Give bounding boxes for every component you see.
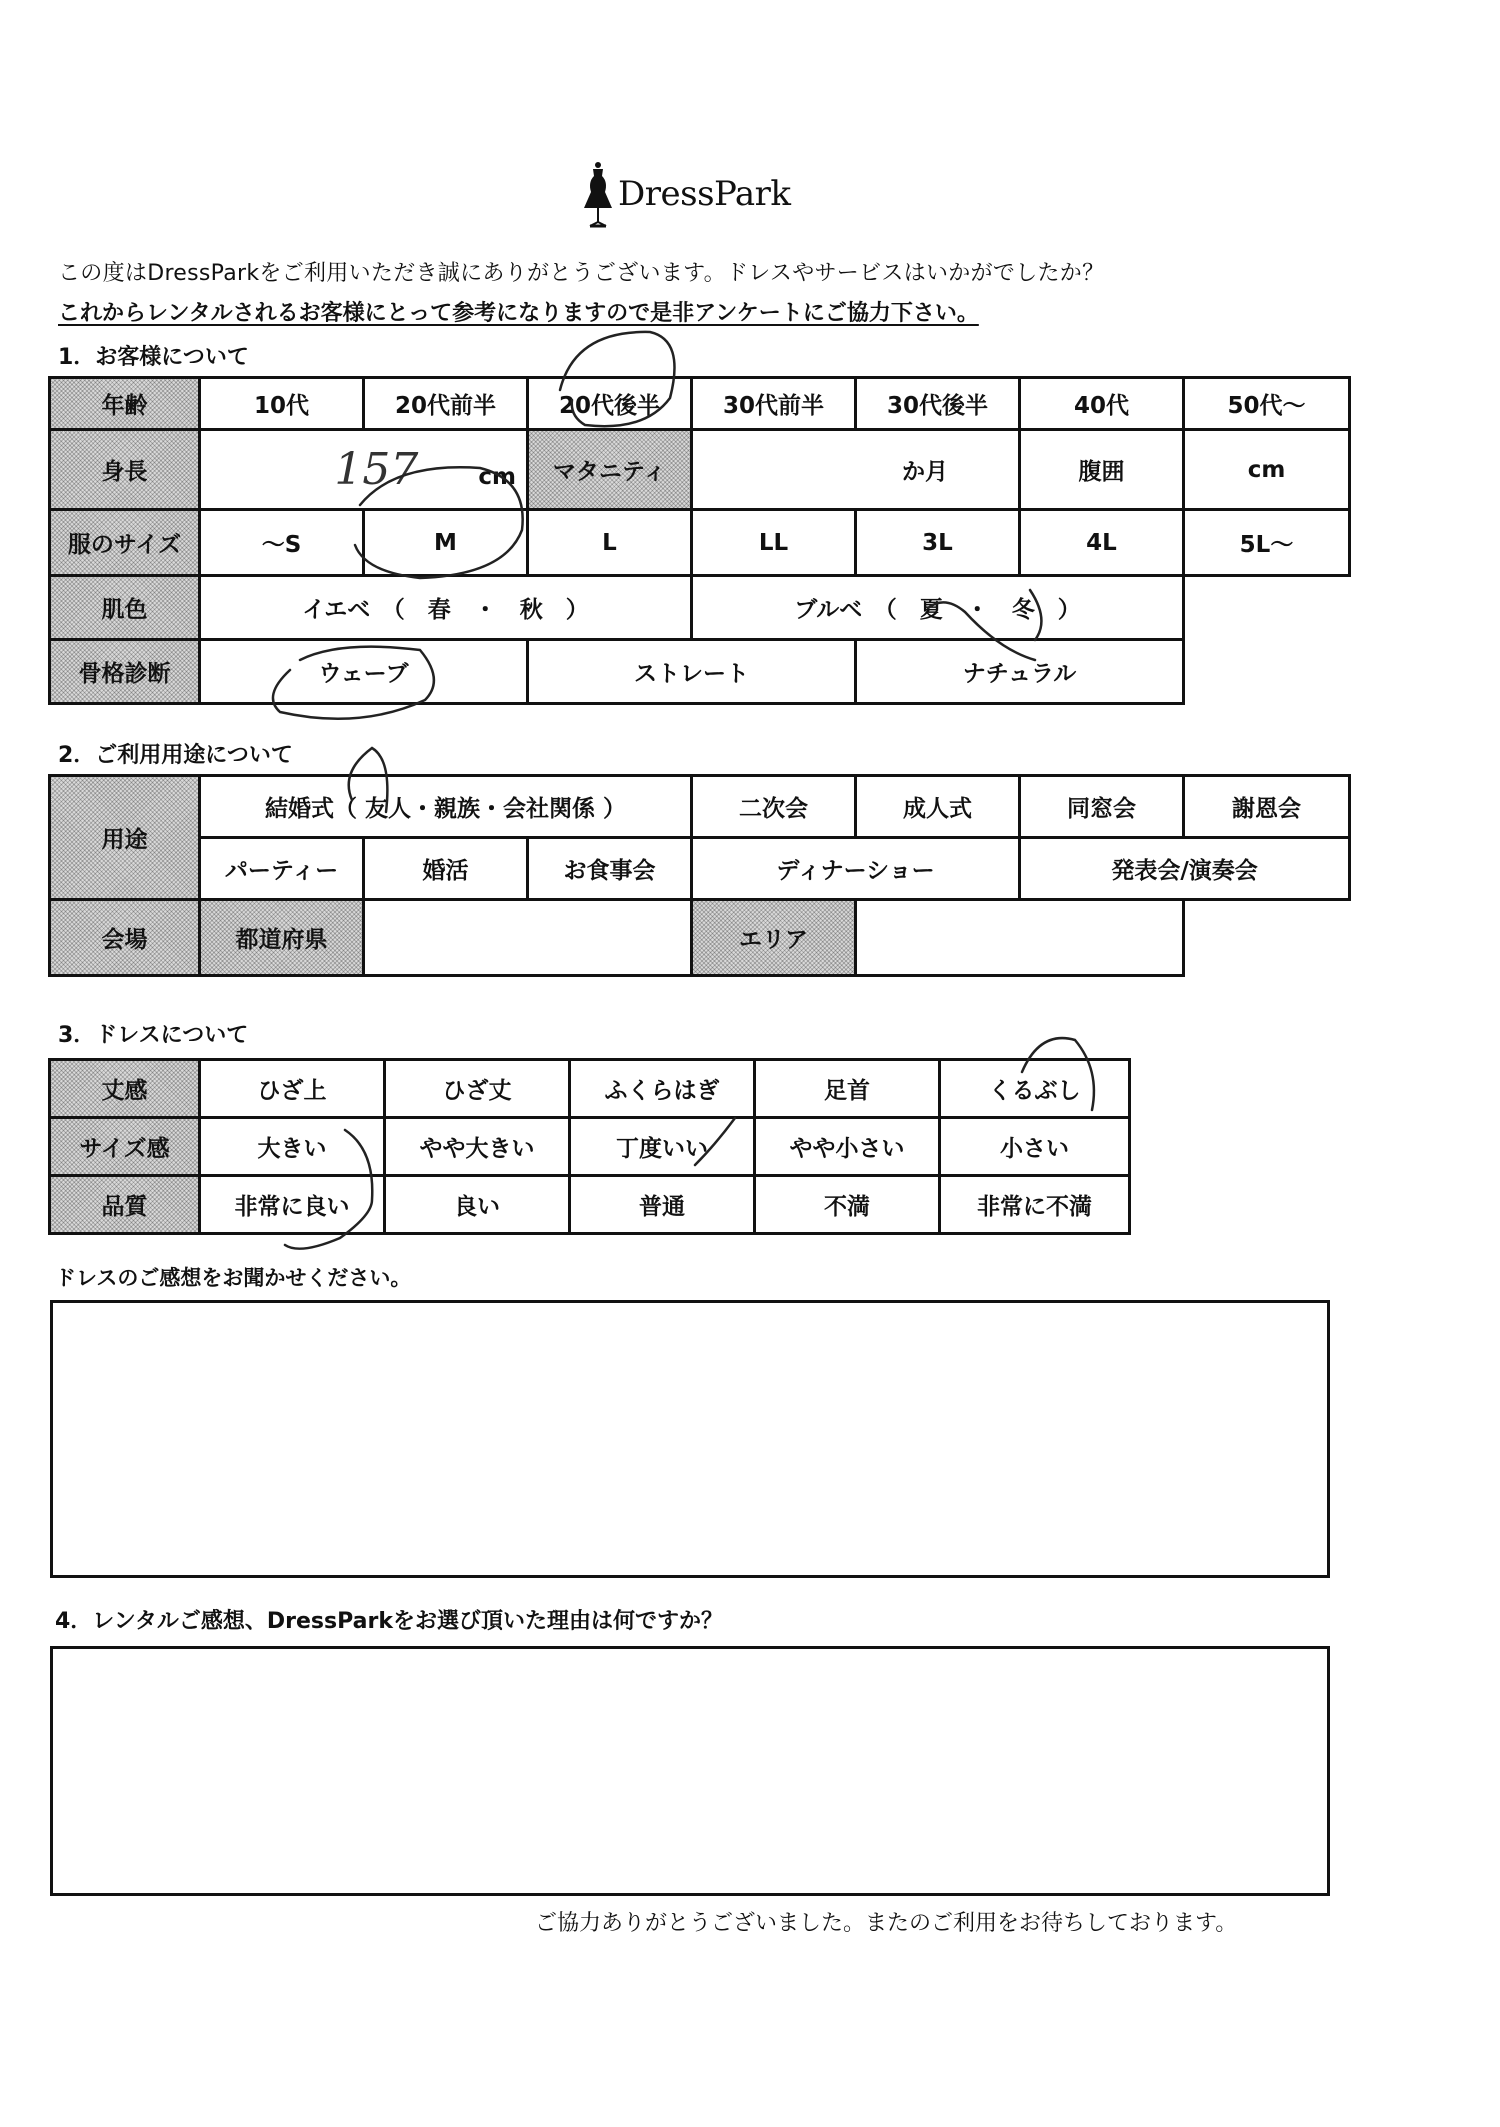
closing-message: ご協力ありがとうございました。またのご利用をお待ちしております。 [535, 1911, 1238, 1936]
fit-label: サイズ感 [50, 1118, 200, 1176]
waist-field[interactable] [1184, 430, 1350, 510]
purpose-option[interactable]: 同窓会 [1020, 776, 1184, 838]
fit-option[interactable]: 大きい [200, 1118, 385, 1176]
waist-label: 腹囲 [1020, 430, 1184, 510]
purpose-option[interactable]: ディナーショー [692, 838, 1020, 900]
purpose-option[interactable]: 二次会 [692, 776, 856, 838]
purpose-option[interactable]: お食事会 [528, 838, 692, 900]
quality-option[interactable]: 不満 [755, 1176, 940, 1234]
area-label: エリア [692, 900, 856, 976]
fit-option[interactable]: やや小さい [755, 1118, 940, 1176]
prefecture-label: 都道府県 [200, 900, 364, 976]
comments-prompt: ドレスのご感想をお聞かせください。 [55, 1266, 412, 1290]
purpose-option[interactable]: 成人式 [856, 776, 1020, 838]
height-value: 157 [334, 444, 419, 495]
length-option[interactable]: 足首 [755, 1060, 940, 1118]
purpose-table [48, 774, 1351, 977]
prefecture-field[interactable] [364, 900, 692, 976]
customer-info-table [48, 376, 1351, 705]
section3-title: 3．ドレスについて [58, 1023, 249, 1048]
skin-blue-option[interactable]: ブルベ （ 夏 ・ 冬 ） [692, 576, 1184, 640]
section2-title: 2．ご利用用途について [58, 743, 293, 768]
dress-form-icon [578, 160, 618, 230]
size-label: 服のサイズ [50, 510, 200, 576]
age-option[interactable]: 10代 [200, 378, 364, 430]
purpose-wedding-option[interactable]: 結婚式（ 友人・親族・会社関係 ） [200, 776, 692, 838]
area-field[interactable] [856, 900, 1184, 976]
size-option[interactable]: ～S [200, 510, 364, 576]
fit-option[interactable]: 小さい [940, 1118, 1130, 1176]
dresspark-logo [578, 160, 808, 230]
intro-request: これからレンタルされるお客様にとって参考になりますので是非アンケートにご協力下さい。 [58, 301, 979, 326]
frame-option[interactable]: ナチュラル [856, 640, 1184, 704]
dress-comments-box[interactable] [50, 1300, 1330, 1578]
size-option[interactable]: 3L [856, 510, 1020, 576]
age-option-selected[interactable]: 20代後半 [528, 378, 692, 430]
age-option[interactable]: 40代 [1020, 378, 1184, 430]
purpose-option[interactable]: 婚活 [364, 838, 528, 900]
section1-title: 1．お客様について [58, 345, 249, 370]
frame-option[interactable]: ストレート [528, 640, 856, 704]
fit-option-selected[interactable]: 丁度いい [570, 1118, 755, 1176]
purpose-option[interactable]: 謝恩会 [1184, 776, 1350, 838]
purpose-label: 用途 [50, 776, 200, 900]
length-option[interactable]: ひざ上 [200, 1060, 385, 1118]
skin-label: 肌色 [50, 576, 200, 640]
height-unit: cm [478, 464, 516, 490]
fit-option[interactable]: やや大きい [385, 1118, 570, 1176]
waist-unit: cm [1247, 456, 1286, 483]
length-option-selected[interactable]: くるぶし [940, 1060, 1130, 1118]
size-option[interactable]: 5L～ [1184, 510, 1350, 576]
rental-comments-box[interactable] [50, 1646, 1330, 1896]
age-label: 年齢 [50, 378, 200, 430]
section4-title: 4．レンタルご感想、DressParkをお選び頂いた理由は何ですか？ [55, 1609, 723, 1634]
length-option[interactable]: ひざ丈 [385, 1060, 570, 1118]
quality-option[interactable]: 普通 [570, 1176, 755, 1234]
height-label: 身長 [50, 430, 200, 510]
size-option[interactable]: 4L [1020, 510, 1184, 576]
frame-label: 骨格診断 [50, 640, 200, 704]
maternity-label: マタニティ [528, 430, 692, 510]
months-unit: か月 [902, 459, 948, 485]
age-option[interactable]: 50代～ [1184, 378, 1350, 430]
frame-option-selected[interactable]: ウェーブ [200, 640, 528, 704]
length-label: 丈感 [50, 1060, 200, 1118]
intro-text: この度はDressParkをご利用いただき誠にありがとうございます。ドレスやサービスはいかがでしたか？ [58, 261, 1105, 286]
dress-table [48, 1058, 1131, 1235]
quality-option[interactable]: 非常に不満 [940, 1176, 1130, 1234]
height-field[interactable] [200, 430, 528, 510]
venue-label: 会場 [50, 900, 200, 976]
purpose-option[interactable]: パーティー [200, 838, 364, 900]
purpose-option[interactable]: 発表会/演奏会 [1020, 838, 1350, 900]
quality-option-selected[interactable]: 非常に良い [200, 1176, 385, 1234]
size-option[interactable]: L [528, 510, 692, 576]
quality-label: 品質 [50, 1176, 200, 1234]
size-option-selected[interactable]: M [364, 510, 528, 576]
age-option[interactable]: 30代前半 [692, 378, 856, 430]
quality-option[interactable]: 良い [385, 1176, 570, 1234]
size-option[interactable]: LL [692, 510, 856, 576]
length-option[interactable]: ふくらはぎ [570, 1060, 755, 1118]
brand-name: DressPark [618, 174, 791, 214]
skin-yellow-option[interactable]: イエベ （ 春 ・ 秋 ） [200, 576, 692, 640]
maternity-months-field[interactable] [692, 430, 1020, 510]
age-option[interactable]: 20代前半 [364, 378, 528, 430]
age-option[interactable]: 30代後半 [856, 378, 1020, 430]
